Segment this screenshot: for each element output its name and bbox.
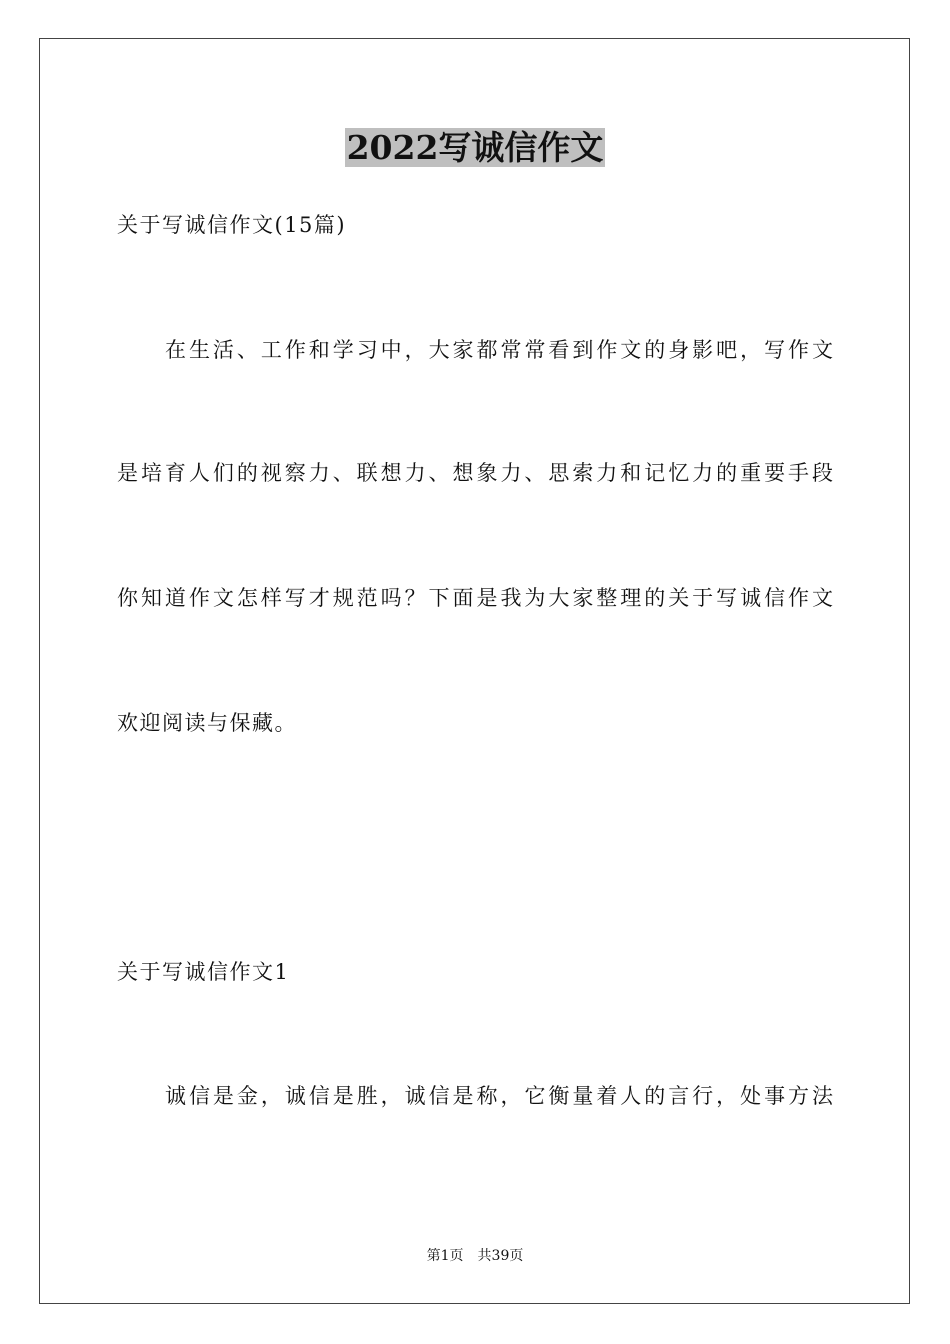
section-first-line: 诚信是金，诚信是胜，诚信是称，它衡量着人的言行，处事方法: [165, 1084, 833, 1108]
document-title: [0, 126, 950, 170]
intro-line-3: 你知道作文怎样写才规范吗？下面是我为大家整理的关于写诚信作文: [117, 586, 833, 610]
document-title-text: 2022写诚信作文: [346, 128, 604, 167]
intro-line-4: 欢迎阅读与保藏。: [117, 711, 297, 735]
intro-line-2: 是培育人们的视察力、联想力、想象力、思索力和记忆力的重要手段: [117, 461, 833, 485]
subtitle: 关于写诚信作文(15篇): [117, 213, 347, 237]
section-heading: 关于写诚信作文1: [117, 960, 290, 984]
page-number-footer: 第1页 共39页: [426, 1248, 524, 1264]
intro-line-1: 在生活、工作和学习中，大家都常常看到作文的身影吧，写作文: [165, 338, 833, 362]
